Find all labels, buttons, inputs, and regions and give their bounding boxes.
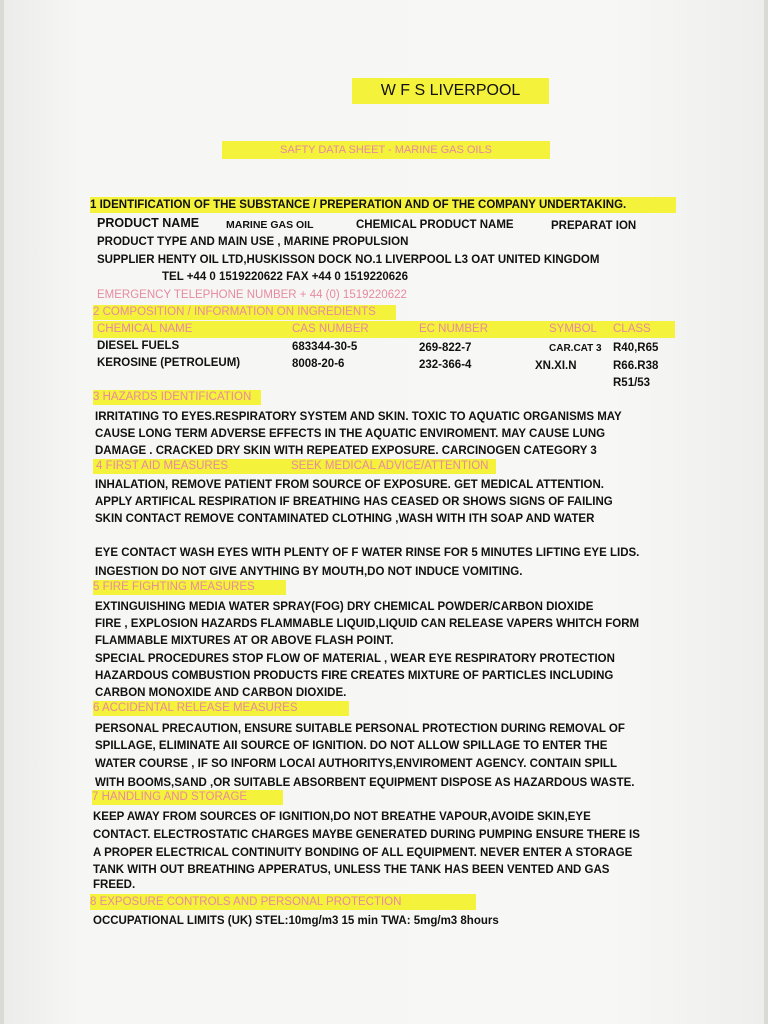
row2-name: KEROSINE (PETROLEUM) xyxy=(97,357,241,369)
chemical-product-label: CHEMICAL PRODUCT NAME xyxy=(356,219,514,231)
row2-symbol: XN.XI.N xyxy=(535,360,577,372)
supplier-line: SUPPLIER HENTY OIL LTD,HUSKISSON DOCK NO.1 LIVERPOOL L3 OAT UNITED KINGDOM xyxy=(97,254,600,266)
fire-line-2: FIRE , EXPLOSION HAZARDS FLAMMABLE LIQUID,LIQUID CAN RELEASE VAPERS WHITCH FORM xyxy=(95,618,640,630)
row2-class: R66.R38 xyxy=(613,360,659,372)
emergency-phone: EMERGENCY TELEPHONE NUMBER + 44 (0) 1519220622 xyxy=(97,289,407,301)
first-aid-line-4: EYE CONTACT WASH EYES WITH PLENTY OF F WATER RINSE FOR 5 MINUTES LIFTING EYE LIDS. xyxy=(95,547,640,559)
row1-cas: 683344-30-5 xyxy=(292,341,358,353)
hazards-line-1: IRRITATING TO EYES.RESPIRATORY SYSTEM AND SKIN. TOXIC TO AQUATIC ORGANISMS MAY xyxy=(95,411,622,423)
fire-line-4: SPECIAL PROCEDURES STOP FLOW OF MATERIAL , WEAR EYE RESPIRATORY PROTECTION xyxy=(95,653,615,665)
col-ec-number: EC NUMBER xyxy=(419,323,489,335)
section-4-heading-extra: SEEK MEDICAL ADVICE/ATTENTION xyxy=(291,460,489,472)
row1-name: DIESEL FUELS xyxy=(97,340,180,352)
fire-line-6: CARBON MONOXIDE AND CARBON DIOXIDE. xyxy=(95,687,347,699)
document-subtitle: SAFTY DATA SHEET - MARINE GAS OILS xyxy=(222,141,550,159)
handling-line-3: A PROPER ELECTRICAL CONTINUITY BONDING OF ALL EQUIPMENT. NEVER ENTER A STORAGE xyxy=(93,847,633,859)
product-type-use: PRODUCT TYPE AND MAIN USE , MARINE PROPULSION xyxy=(97,236,409,248)
chemical-product-value: PREPARAT ION xyxy=(551,220,637,232)
first-aid-line-5: INGESTION DO NOT GIVE ANYTHING BY MOUTH,DO NOT INDUCE VOMITING. xyxy=(95,566,523,578)
first-aid-line-2: APPLY ARTIFICAL RESPIRATION IF BREATHING HAS CEASED OR SHOWS SIGNS OF FAILING xyxy=(95,496,613,508)
section-1-heading: 1 IDENTIFICATION OF THE SUBSTANCE / PREPERATION AND OF THE COMPANY UNDERTAKING. xyxy=(90,197,676,213)
col-cas-number: CAS NUMBER xyxy=(292,323,369,335)
col-chemical-name: CHEMICAL NAME xyxy=(97,323,193,335)
exposure-line-1: OCCUPATIONAL LIMITS (UK) STEL:10mg/m3 15 min TWA: 5mg/m3 8hours xyxy=(93,915,499,927)
section-5-heading: 5 FIRE FIGHTING MEASURES xyxy=(93,580,286,595)
row2-class-extra: R51/53 xyxy=(613,377,651,389)
handling-line-1: KEEP AWAY FROM SOURCES OF IGNITION,DO NOT BREATHE VAPOUR,AVOIDE SKIN,EYE xyxy=(93,811,591,823)
release-line-3: WATER COURSE , IF SO INFORM LOCAl AUTHORITYS,ENVIROMENT AGENCY. CONTAIN SPILL xyxy=(95,758,617,770)
handling-line-4: TANK WITH OUT BREATHING APPERATUS, UNLESS THE TANK HAS BEEN VENTED AND GAS xyxy=(93,864,610,876)
section-7-heading: 7 HANDLING AND STORAGE xyxy=(92,790,283,805)
fire-line-1: EXTINGUISHING MEDIA WATER SPRAY(FOG) DRY CHEMICAL POWDER/CARBON DIOXIDE xyxy=(95,601,594,613)
first-aid-line-3: SKIN CONTACT REMOVE CONTAMINATED CLOTHING ,WASH WITH ITH SOAP AND WATER xyxy=(95,513,595,525)
hazards-line-2: CAUSE LONG TERM ADVERSE EFFECTS IN THE AQUATIC ENVIROMENT. MAY CAUSE LUNG xyxy=(95,428,606,440)
document-title: W F S LIVERPOOL xyxy=(352,78,549,104)
section-8-heading: 8 EXPOSURE CONTROLS AND PERSONAL PROTECTION xyxy=(90,894,476,910)
release-line-4: WITH BOOMS,SAND ,OR SUITABLE ABSORBENT EQUIPMENT DISPOSE AS HAZARDOUS WASTE. xyxy=(95,777,635,789)
section-4-heading: 4 FIRST AID MEASURES xyxy=(96,460,229,472)
document-page xyxy=(4,0,764,1024)
hazards-line-3: DAMAGE . CRACKED DRY SKIN WITH REPEATED EXPOSURE. CARCINOGEN CATEGORY 3 xyxy=(95,445,597,457)
row1-class: R40,R65 xyxy=(613,342,659,354)
tel-fax-line: TEL +44 0 1519220622 FAX +44 0 1519220626 xyxy=(162,271,408,283)
row1-symbol: CAR.CAT 3 xyxy=(549,343,602,354)
release-line-1: PERSONAL PRECAUTION, ENSURE SUITABLE PERSONAL PROTECTION DURING REMOVAL OF xyxy=(95,723,625,735)
section-2-heading: 2 COMPOSITION / INFORMATION ON INGREDIENTS xyxy=(93,305,396,320)
row1-ec: 269-822-7 xyxy=(419,342,472,354)
first-aid-line-1: INHALATION, REMOVE PATIENT FROM SOURCE OF EXPOSURE. GET MEDICAL ATTENTION. xyxy=(95,479,604,491)
product-name-label: PRODUCT NAME xyxy=(97,216,200,230)
section-6-heading: 6 ACCIDENTAL RELEASE MEASURES xyxy=(93,701,349,716)
fire-line-3: FLAMMABLE MIXTURES AT OR ABOVE FLASH POINT. xyxy=(95,635,394,647)
handling-line-2: CONTACT. ELECTROSTATIC CHARGES MAYBE GENERATED DURING PUMPING ENSURE THERE IS xyxy=(93,829,640,841)
row2-ec: 232-366-4 xyxy=(419,359,472,371)
col-class: CLASS xyxy=(613,323,651,335)
col-symbol: SYMBOL xyxy=(549,323,597,335)
handling-line-5: FREED. xyxy=(93,879,136,891)
product-name-value: MARINE GAS OIL xyxy=(226,219,314,231)
release-line-2: SPILLAGE, ELIMINATE AII SOURCE OF IGNITION. DO NOT ALLOW SPILLAGE TO ENTER THE xyxy=(95,740,608,752)
fire-line-5: HAZARDOUS COMBUSTION PRODUCTS FIRE CREATES MIXTURE OF PARTICLES INCLUDING xyxy=(95,670,614,682)
row2-cas: 8008-20-6 xyxy=(292,358,345,370)
section-3-heading: 3 HAZARDS IDENTIFICATION xyxy=(93,390,261,405)
